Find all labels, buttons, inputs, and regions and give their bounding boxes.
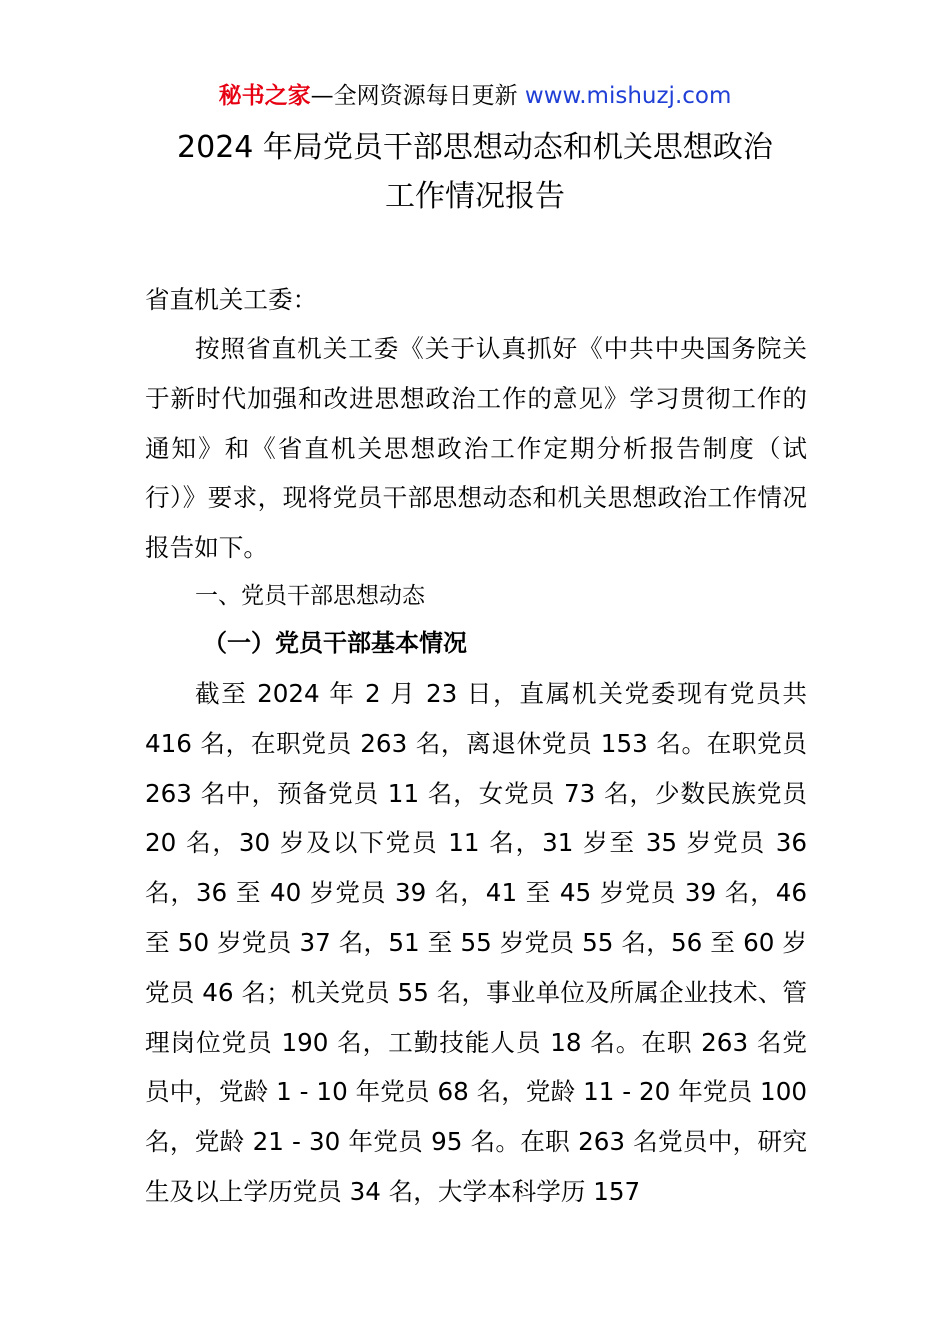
site-banner <box>0 80 950 112</box>
statistics-paragraph: 截至 2024 年 2 月 23 日，直属机关党委现有党员共 416 名，在职党员 263 名，离退休党员 153 名。在职党员 263 名中，预备党员 11 名，女党员 73 名，少数民族党员 20 名，30 岁及以下党员 11 名，31 岁至 35 岁党员 36 名，36 至 40 岁党员 39 名，41 至 45 岁党员 39 名，46 至 50 岁党员 37 名，51 至 55 岁党员 55 名，56 至 60 岁党员 46 名；机关党员 55 名，事业单位及所属企业技术、管理岗位党员 190 名，工勤技能人员 18 名。在职 263 名党员中，党龄 1 - 10 年党员 68 名，党龄 11 - 20 年党员 100 名，党龄 21 - 30 年党员 95 名。在职 263 名党员中，研究生及以上学历党员 34 名，大学本科学历 157 <box>145 679 807 1206</box>
salutation: 省直机关工委： <box>145 285 318 314</box>
section-heading: 一、党员干部思想动态 <box>195 583 425 609</box>
document-title-line-2: 工作情况报告 <box>385 179 565 214</box>
document-title-line-1: 2024 年局党员干部思想动态和机关思想政治 <box>177 130 773 165</box>
site-url-link[interactable]: www.mishuzj.com <box>524 83 732 109</box>
brand-name: 秘书之家 <box>218 83 311 109</box>
banner-tagline: —全网资源每日更新 <box>310 83 525 109</box>
intro-paragraph: 按照省直机关工委《关于认真抓好《中共中央国务院关于新时代加强和改进思想政治工作的意见》学习贯彻工作的通知》和《省直机关思想政治工作定期分析报告制度（试行）》要求，现将党员干部思想动态和机关思想政治工作情况报告如下。 <box>145 334 807 563</box>
subsection-heading: （一）党员干部基本情况 <box>203 629 467 657</box>
